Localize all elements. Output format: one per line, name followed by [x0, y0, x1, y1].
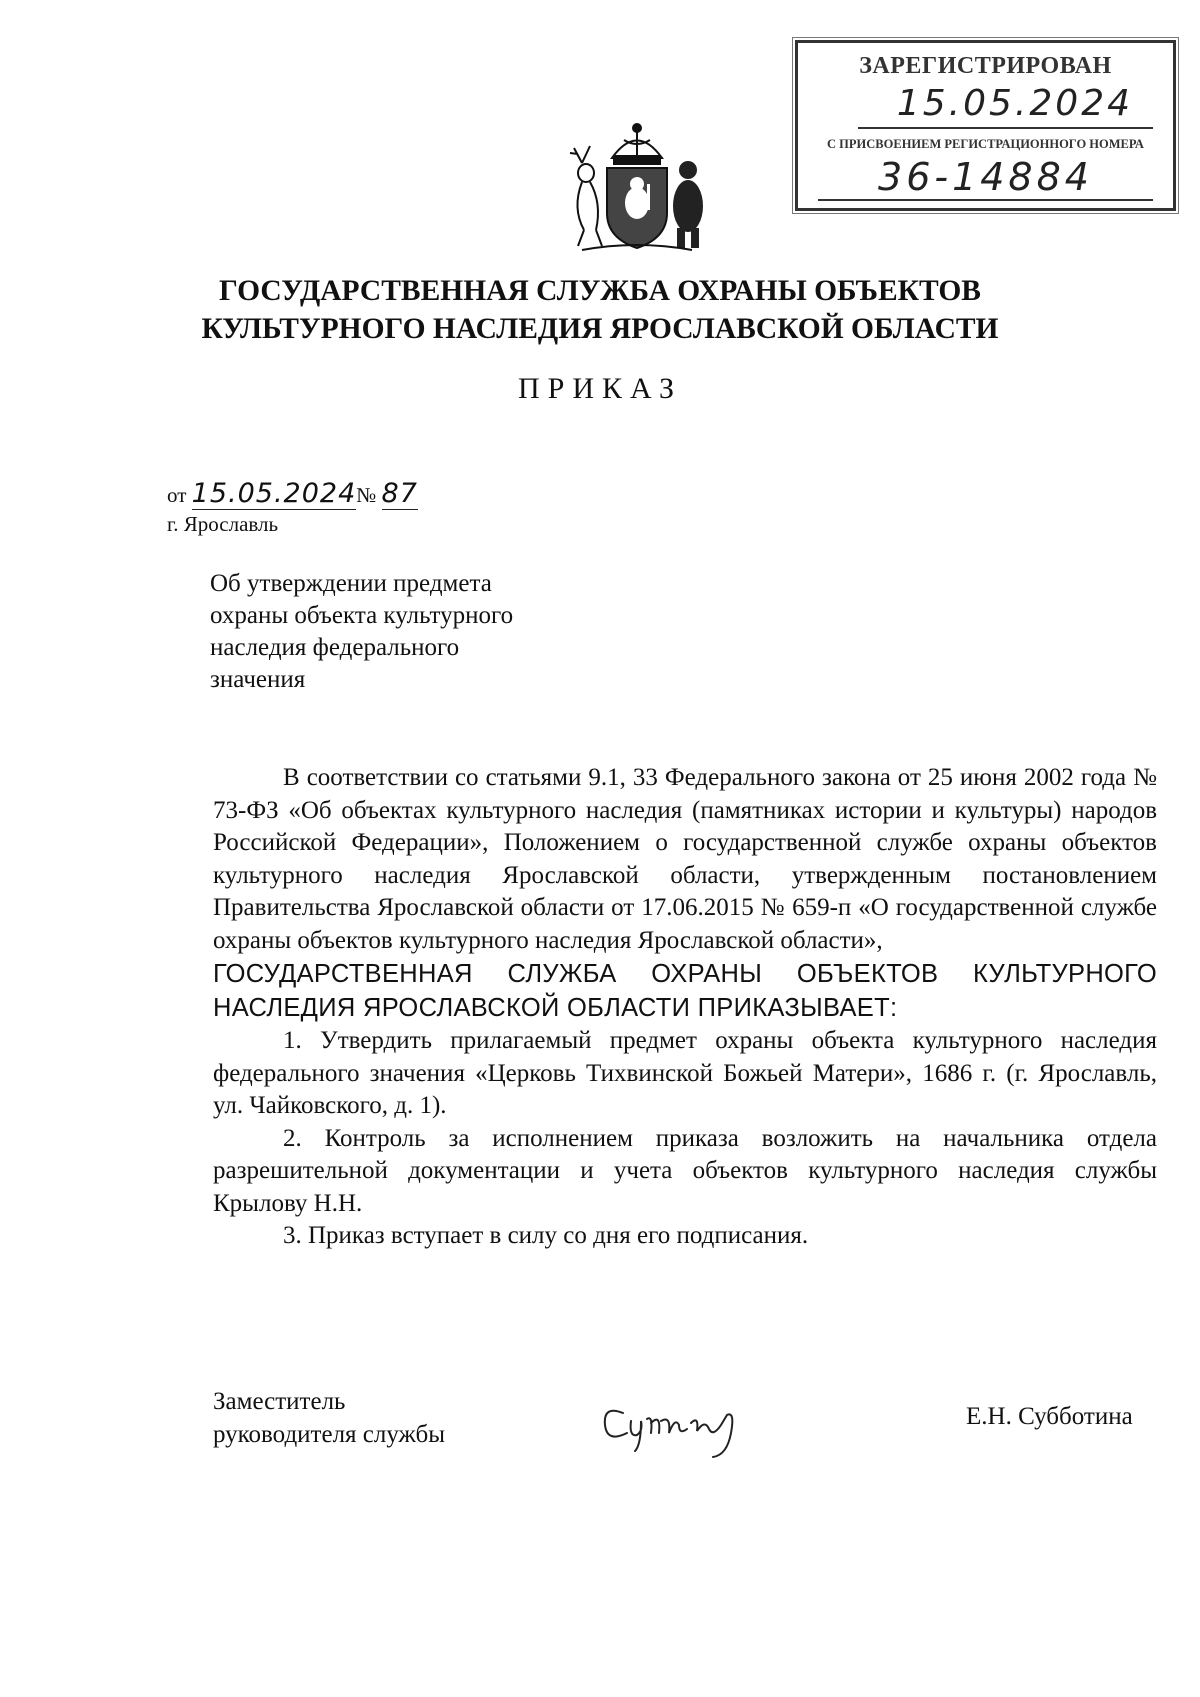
stamp-registration-number: 36-14884 — [818, 155, 1153, 201]
preamble-paragraph: В соответствии со статьями 9.1, 33 Федерального закона от 25 июня 2002 года № 73-ФЗ «Об объектах культурного наследия (памятниках истории и культуры) народов Российской Федерации», Положением о государственной службе охраны объектов культурного наследия Ярославской области, утвержденным постановлением Правительства Ярославской области от 17.06.2015 № 659-п «О государственной службе охраны объектов культурного наследия Ярославской области», — [213, 764, 1157, 954]
crown-icon — [612, 124, 662, 164]
registration-stamp — [795, 40, 1176, 211]
order-item-2: 2. Контроль за исполнением приказа возложить на начальника отдела разрешительной документации и учета объектов культурного наследия службы Крылову Н.Н. — [213, 1124, 1157, 1217]
signatory-position — [213, 1385, 445, 1451]
stamp-title: ЗАРЕГИСТРИРОВАН — [859, 53, 1112, 79]
organization-title-line1: ГОСУДАРСТВЕННАЯ СЛУЖБА ОХРАНЫ ОБЪЕКТОВ — [219, 275, 981, 307]
subject-line: значения — [210, 666, 306, 693]
document-type: ПРИКАЗ — [518, 372, 682, 405]
stamp-date: 15.05.2024 — [858, 81, 1153, 129]
organization-title-line2: КУЛЬТУРНОГО НАСЛЕДИЯ ЯРОСЛАВСКОЙ ОБЛАСТИ — [201, 313, 999, 345]
order-subject — [210, 568, 600, 696]
signatory-position-line2: руководителя службы — [213, 1421, 446, 1448]
subject-line: наследия федерального — [210, 634, 460, 661]
order-date-number — [167, 478, 418, 509]
subject-line: Об утверждении предмета — [210, 570, 492, 597]
order-item-1: 1. Утвердить прилагаемый предмет охраны объекта культурного наследия федерального значения «Церковь Тихвинской Божьей Матери», 1686 г. (г. Ярославль, ул. Чайковского, д. 1). — [213, 1027, 1157, 1119]
organization-title — [0, 272, 1200, 348]
deer-supporter-icon — [570, 146, 602, 246]
order-body — [213, 762, 1157, 1253]
coat-of-arms-icon — [562, 118, 712, 258]
order-clause: ГОСУДАРСТВЕННАЯ СЛУЖБА ОХРАНЫ ОБЪЕКТОВ КУЛЬТУРНОГО НАСЛЕДИЯ ЯРОСЛАВСКОЙ ОБЛАСТИ ПРИКАЗЫВАЕТ: — [213, 960, 1157, 1022]
stamp-subtitle: С ПРИСВОЕНИЕМ РЕГИСТРАЦИОННОГО НОМЕРА — [827, 137, 1144, 151]
number-prefix: № — [356, 483, 377, 507]
city: г. Ярославль — [167, 512, 279, 536]
order-item-3: 3. Приказ вступает в силу со дня его подписания. — [283, 1222, 809, 1249]
handwritten-signature — [595, 1385, 765, 1460]
bear-supporter-icon — [673, 161, 703, 248]
signatory-position-line1: Заместитель — [213, 1388, 346, 1415]
order-number: 87 — [381, 478, 418, 509]
signatory-name: Е.Н. Субботина — [966, 1403, 1133, 1430]
date-prefix: от — [167, 483, 187, 507]
order-date: 15.05.2024 — [191, 478, 357, 509]
subject-line: охраны объекта культурного — [210, 602, 514, 629]
